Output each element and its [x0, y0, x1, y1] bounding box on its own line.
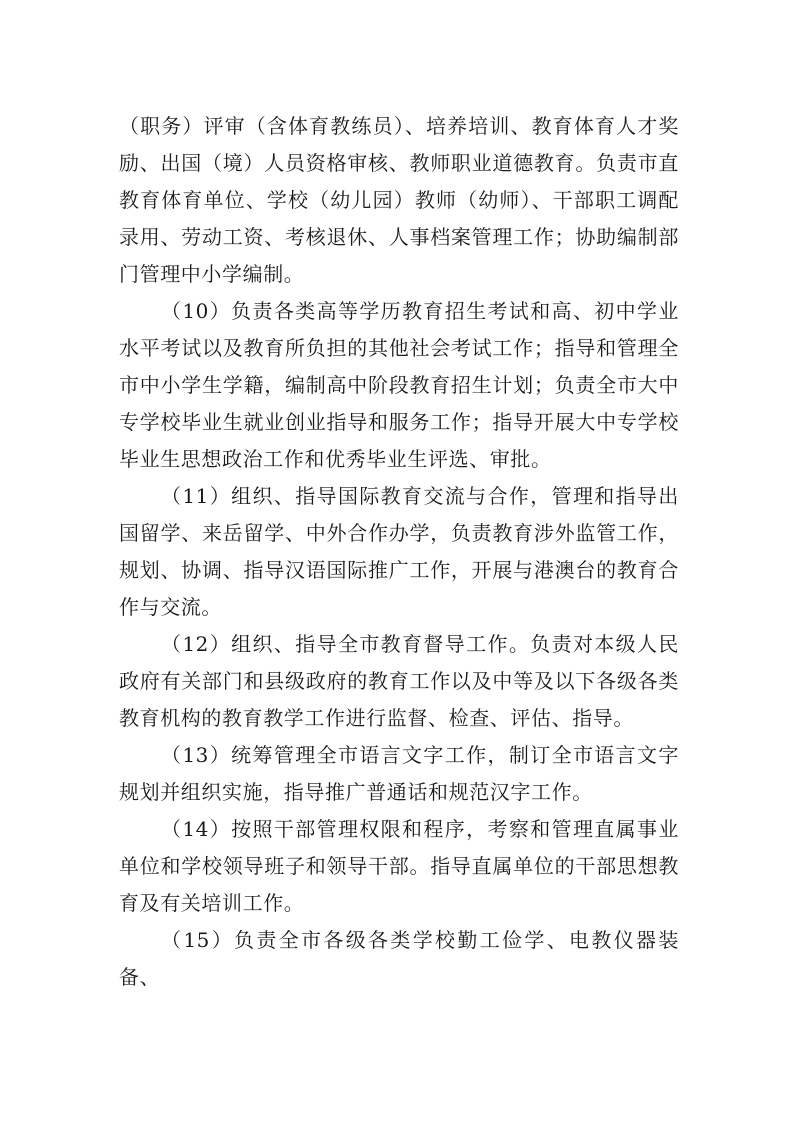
paragraph-item-10: （10）负责各类高等学历教育招生考试和高、初中学业水平考试以及教育所负担的其他社会考试工作；指导和管理全市中小学生学籍，编制高中阶段教育招生计划；负责全市大中专学校毕业生就业创业指导和服务工作；指导开展大中专学校毕业生思想政治工作和优秀毕业生评选、审批。: [119, 299, 679, 471]
paragraph-item-15: （15）负责全市各级各类学校勤工俭学、电教仪器装备、: [119, 928, 679, 989]
paragraph-item-11: （11）组织、指导国际教育交流与合作，管理和指导出国留学、来岳留学、中外合作办学，负责教育涉外监管工作，规划、协调、指导汉语国际推广工作，开展与港澳台的教育合作与交流。: [119, 484, 679, 619]
paragraph-item-12: （12）组织、指导全市教育督导工作。负责对本级人民政府有关部门和县级政府的教育工作以及中等及以下各级各类教育机构的教育教学工作进行监督、检查、评估、指导。: [119, 632, 679, 730]
paragraph-item-14: （14）按照干部管理权限和程序，考察和管理直属事业单位和学校领导班子和领导干部。指导直属单位的干部思想教育及有关培训工作。: [119, 817, 679, 915]
paragraph-continuation: （职务）评审（含体育教练员）、培养培训、教育体育人才奖励、出国（境）人员资格审核、教师职业道德教育。负责市直教育体育单位、学校（幼儿园）教师（幼师）、干部职工调配录用、劳动工资、考核退休、人事档案管理工作；协助编制部门管理中小学编制。: [119, 114, 679, 286]
paragraph-item-13: （13）统筹管理全市语言文字工作，制订全市语言文字规划并组织实施，指导推广普通话和规范汉字工作。: [119, 743, 679, 804]
document-body: [119, 108, 679, 996]
